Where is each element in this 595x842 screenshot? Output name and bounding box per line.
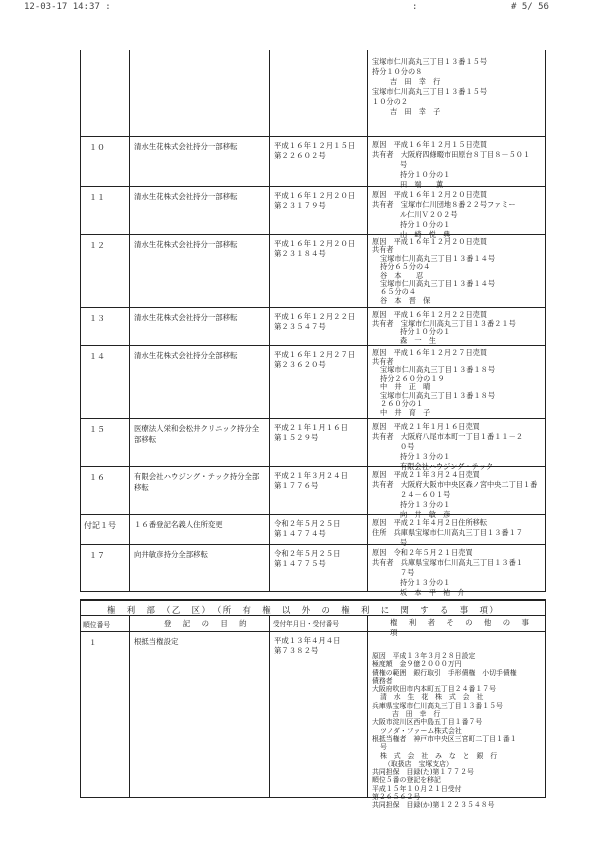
detail-line: 宝塚市仁川高丸三丁目１３番１８号 <box>380 365 496 374</box>
detail-line: ル仁川Ｖ２０２号 <box>400 210 458 219</box>
table-row <box>81 136 545 189</box>
header-details: 権 利 者 そ の 他 の 事 項 <box>390 618 541 637</box>
table-row <box>81 307 545 345</box>
rank-number: １７ <box>81 545 130 591</box>
registration-purpose <box>130 515 270 544</box>
rights-details <box>368 632 545 810</box>
rights-details <box>368 235 545 307</box>
detail-line: 原因 令和２年５月２１日売買 <box>372 548 473 557</box>
detail-line: 持分１０分の１ <box>400 170 451 179</box>
date-line: 平成２１年３月２４日 <box>274 471 348 480</box>
date-line: 平成１６年１２月２７日 <box>274 350 356 359</box>
table-row <box>81 544 545 597</box>
registration-purpose <box>130 50 270 136</box>
purpose-line: 向井敏彦持分全部移転 <box>134 550 208 559</box>
date-line: 平成１６年１２月２０日 <box>274 239 356 248</box>
detail-line: （取扱店 宝塚支店） <box>384 759 453 768</box>
detail-line: 宝塚市仁川高丸三丁目１３番１４号 <box>380 253 496 263</box>
detail-line: 持分１３分の１ <box>400 578 451 587</box>
detail-line: ２６０分の１ <box>380 399 424 408</box>
detail-line: 坂 本 平 祐 介 <box>400 588 465 597</box>
registration-purpose <box>130 632 270 797</box>
detail-line: 森 一 生 <box>400 335 436 345</box>
rank-number: １１ <box>81 187 130 234</box>
detail-line: 持分１０分の８ <box>372 67 423 76</box>
table-row <box>81 234 545 307</box>
rights-details <box>368 187 545 239</box>
registration-purpose: 有限会社ハウジング・テック持分全部移転 <box>130 467 270 514</box>
detail-line: 号 <box>400 538 408 547</box>
detail-line: 中 井 正 晴 <box>380 382 431 391</box>
date-line: 令和２年５月２５日 <box>274 549 341 558</box>
receipt-date <box>270 467 368 514</box>
detail-line: 宝塚市仁川高丸三丁目１３番１５号 <box>372 57 488 66</box>
rank-number: １５ <box>81 419 130 466</box>
detail-line: 宝塚市仁川高丸三丁目１３番１４号 <box>380 279 496 289</box>
detail-line: 根抵当権者 神戸市中央区三宮町二丁目１番１ <box>372 734 517 743</box>
rank-number: １３ <box>81 308 130 345</box>
detail-line: 債務者 <box>372 676 393 685</box>
receipt-number-line: 第２２６０２号 <box>274 151 326 160</box>
detail-line: 号 <box>380 743 387 752</box>
detail-line: 中 井 育 子 <box>380 407 431 417</box>
detail-line: 宝塚市仁川高丸三丁目１３番１８号 <box>380 390 496 400</box>
receipt-date <box>270 545 368 591</box>
registration-purpose <box>130 545 270 591</box>
receipt-date <box>270 346 368 418</box>
purpose-line: 清水生花株式会社持分一部移転 <box>134 192 238 201</box>
date-line: 平成１６年１２月２２日 <box>274 312 356 321</box>
header-rank-number: 順位番号 <box>81 616 130 631</box>
detail-line: 原因 平成１６年１２月２０日売買 <box>372 190 488 199</box>
detail-line: 吉 田 幸 行 <box>390 77 441 86</box>
rights-details <box>368 467 545 519</box>
detail-line: ７号 <box>400 568 415 577</box>
rights-details <box>368 346 545 418</box>
table-row <box>81 466 545 519</box>
detail-line: 共有者 宝塚市仁川高丸三丁目１３番２１号 <box>372 318 516 328</box>
fax-transmission-header <box>0 2 595 16</box>
fax-separator: : <box>412 2 418 12</box>
detail-line: 山 崎 悦 典 <box>400 230 451 239</box>
purpose-line: 清水生花株式会社持分一部移転 <box>134 313 238 322</box>
detail-line: 共有者 <box>372 356 394 366</box>
detail-line: 原因 平成１６年１２月１５日売買 <box>372 140 488 149</box>
detail-line: 原因 平成２１年４月２日住所移転 <box>372 518 488 527</box>
detail-line: 原因 平成１３年３月２８日設定 <box>372 652 476 660</box>
detail-line: 大阪市淀川区西中島五丁目１番７号 <box>372 718 483 727</box>
detail-line: 持分１０分の１ <box>400 327 451 336</box>
receipt-number-line: 第１４７７４号 <box>274 529 326 538</box>
purpose-line: 清水生花株式会社持分全部移転 <box>134 351 238 360</box>
detail-line: 持分１３分の１ <box>400 452 451 461</box>
rank-number <box>81 50 130 136</box>
detail-line: 谷 本 晋 保 <box>380 295 431 305</box>
table-row <box>81 418 545 471</box>
detail-line: 谷 本 忍 <box>380 270 424 280</box>
fax-page-number: # 5/ 56 <box>511 2 549 12</box>
section-title-otsu: 権 利 部 （乙 区） （所 有 権 以 外 の 権 利 に 関 す る 事 項） <box>80 599 546 616</box>
date-line: 平成１３年４月４日 <box>274 636 341 645</box>
detail-line: ツノダ・ファーム株式会社 <box>380 726 462 735</box>
purpose-line: 根抵当権設定 <box>134 637 179 646</box>
date-line: 令和２年５月２５日 <box>274 519 341 528</box>
registration-purpose <box>130 137 270 186</box>
detail-line: 共有者 大阪府四條畷市田原台８丁目８－５０１ <box>372 150 531 159</box>
rights-details <box>368 419 545 471</box>
purpose-line: 清水生花株式会社持分一部移転 <box>134 142 238 151</box>
date-line: 平成２１年１月１６日 <box>274 423 348 432</box>
receipt-number-line: 第２３１７９号 <box>274 201 326 210</box>
table-row <box>81 514 545 547</box>
detail-line: 共有者 大阪府八尾市本町一丁目１番１１－２ <box>372 432 523 441</box>
detail-line: ２４－６０１号 <box>400 490 451 499</box>
date-line: 平成１６年１２月２０日 <box>274 191 356 200</box>
rank-number: １０ <box>81 137 130 186</box>
table-row <box>81 631 545 810</box>
detail-line: １０分の２ <box>372 97 408 106</box>
receipt-date <box>270 137 368 186</box>
rank-number: 付記１号 <box>81 515 130 544</box>
receipt-date <box>270 419 368 466</box>
registration-purpose: 医療法人栄和会松井クリニック持分全部移転 <box>130 419 270 466</box>
receipt-number-line: 第１７７６号 <box>274 481 319 490</box>
header-receipt: 受付年月日・受付番号 <box>270 616 368 631</box>
rights-details <box>368 308 545 345</box>
detail-line: 住所 兵庫県宝塚市仁川高丸三丁目１３番１７ <box>372 528 523 537</box>
registration-purpose <box>130 187 270 234</box>
detail-line: 吉 田 幸 行 <box>392 710 441 719</box>
detail-line: 共有者 <box>372 245 394 255</box>
receipt-number-line: 第１４７７５号 <box>274 559 326 568</box>
detail-line: 清 水 生 花 株 式 会 社 <box>380 693 484 702</box>
rights-details <box>368 545 545 597</box>
table-row <box>81 50 545 136</box>
detail-line: 向 井 敏 彦 <box>400 510 451 519</box>
detail-line: 平成１５年１０月２１日受付 <box>372 784 462 793</box>
purpose-line: １６番登記名義人住所変更 <box>134 520 223 529</box>
fax-datetime: 12-03-17 14:37 : <box>24 2 111 12</box>
rank-number: １２ <box>81 235 130 307</box>
detail-line: 号 <box>400 160 408 169</box>
detail-line: 順位５番の登記を移記 <box>372 776 441 785</box>
rights-details <box>368 137 545 189</box>
header-purpose: 登 記 の 目 的 <box>130 616 270 631</box>
detail-line: 原因 平成２１年３月２４日売買 <box>372 470 480 479</box>
detail-line: 有限会社ハウジング・テック <box>400 462 494 471</box>
rank-number: １６ <box>81 467 130 514</box>
receipt-number-line: 第２３６２０号 <box>274 360 326 369</box>
table-row <box>81 186 545 239</box>
rights-section-table <box>80 616 546 810</box>
receipt-number-line: 第１５２９号 <box>274 433 319 442</box>
purpose-line: 清水生花株式会社持分一部移転 <box>134 240 238 249</box>
detail-line: 共同担保 目録(か)第１２２３５４８号 <box>372 801 495 810</box>
detail-line: 田 端 薫 <box>400 180 444 189</box>
detail-line: 原因 平成１６年１２月２０日売買 <box>372 237 488 246</box>
detail-line: 原因 平成１６年１２月２７日売買 <box>372 348 488 357</box>
receipt-date <box>270 187 368 234</box>
detail-line: 共有者 宝塚市仁川団地８番２２号ファミー <box>372 200 516 209</box>
receipt-date <box>270 515 368 544</box>
detail-line: 兵庫県宝塚市仁川高丸三丁目１３番１５号 <box>372 701 503 710</box>
detail-line: 持分１０分の１ <box>400 220 451 229</box>
detail-line: 持分２６０分の１９ <box>380 373 445 383</box>
registry-document <box>80 50 546 810</box>
table-row <box>81 345 545 418</box>
detail-line: ０号 <box>400 442 415 451</box>
detail-line: 第２６５６２号 <box>372 793 421 802</box>
ownership-section-table <box>80 50 546 597</box>
detail-line: 原因 平成２１年１月１６日売買 <box>372 422 480 431</box>
table-header-row <box>81 616 545 637</box>
detail-line: 持分１３分の１ <box>400 500 451 509</box>
receipt-number-line: 第７３８２号 <box>274 646 319 655</box>
receipt-date <box>270 308 368 345</box>
detail-line: 原因 平成１６年１２月２２日売買 <box>372 310 488 319</box>
date-line: 平成１６年１２月１５日 <box>274 141 356 150</box>
registration-purpose <box>130 308 270 345</box>
detail-line: 共有者 大阪府大阪市中央区森ノ宮中央二丁目１番 <box>372 480 538 489</box>
detail-line: 債権の範囲 銀行取引 手形債権 小切手債権 <box>372 668 517 677</box>
receipt-number-line: 第２３１８４号 <box>274 249 326 258</box>
detail-line: 株 式 会 社 み な と 銀 行 <box>380 751 498 760</box>
detail-line: 持分６５分の４ <box>380 262 431 272</box>
registration-purpose <box>130 346 270 418</box>
rank-number: １４ <box>81 346 130 418</box>
detail-line: 共有者 兵庫県宝塚市仁川高丸三丁目１３番１ <box>372 558 523 567</box>
detail-line: 吉 田 幸 子 <box>390 107 441 116</box>
receipt-number-line: 第２３５４７号 <box>274 322 326 331</box>
registration-purpose <box>130 235 270 307</box>
receipt-date <box>270 235 368 307</box>
detail-line: 大阪府吹田市内本町五丁目２４番１７号 <box>372 685 497 694</box>
receipt-date <box>270 632 368 797</box>
detail-line: 共同担保 目録(た)第１７７２号 <box>372 768 474 777</box>
detail-line: 宝塚市仁川高丸三丁目１３番１５号 <box>372 87 488 96</box>
rights-details <box>368 50 545 136</box>
receipt-date <box>270 50 368 136</box>
rights-details <box>368 515 545 547</box>
rank-number: １ <box>81 632 130 797</box>
detail-line: 極度額 金９億２０００万円 <box>372 660 462 669</box>
detail-line: ６５分の４ <box>380 287 416 297</box>
